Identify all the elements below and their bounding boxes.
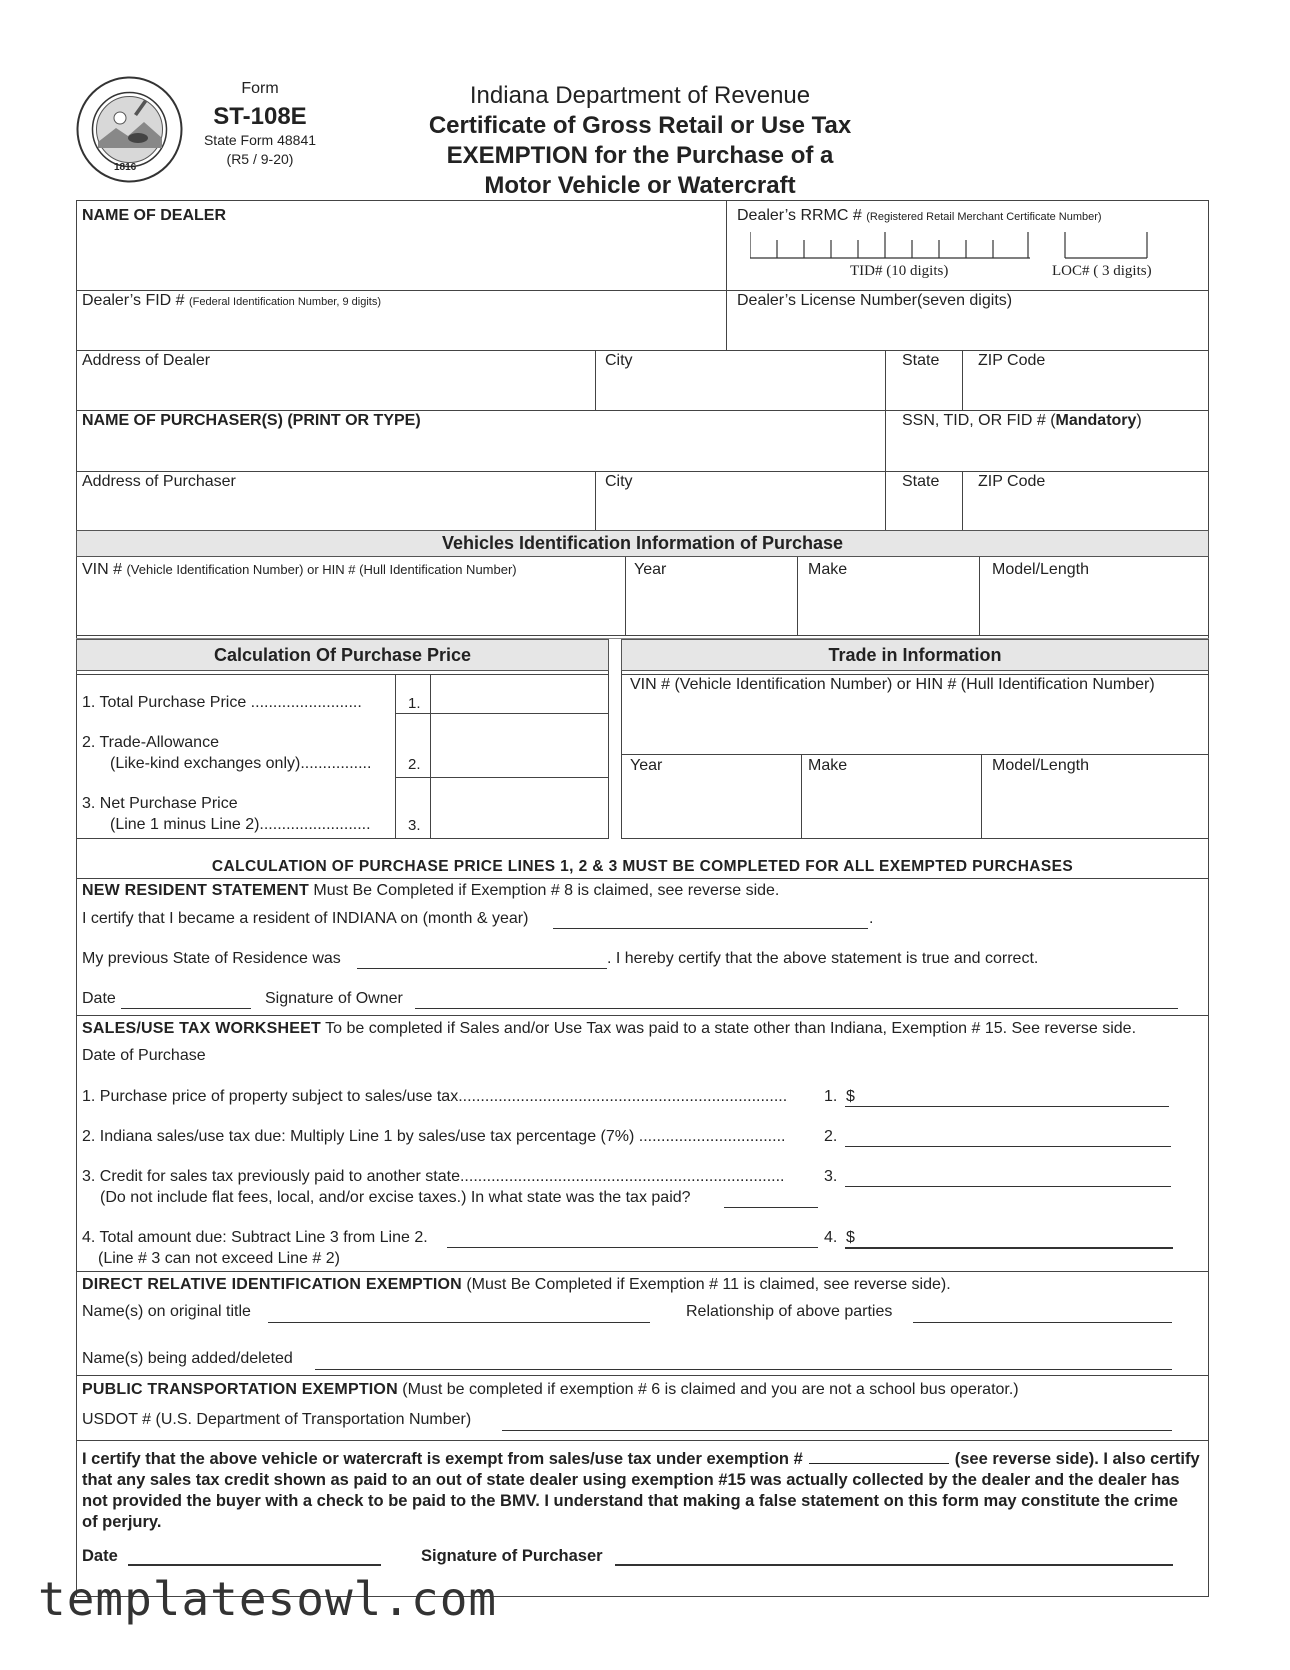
form-number: ST-108E — [213, 103, 307, 130]
worksheet-line1: 1. Purchase price of property subject to sales/use tax.......................................................................... — [82, 1088, 788, 1105]
dealer-address-field[interactable] — [78, 372, 593, 408]
worksheet-line4-field[interactable] — [845, 1247, 1173, 1249]
watermark: templatesowl.com — [38, 1572, 498, 1626]
worksheet-title: SALES/USE TAX WORKSHEET To be completed if Sales and/or Use Tax was paid to a state other than Indiana, Exemption # 15. See reverse side. — [82, 1020, 1137, 1037]
trade-year-label: Year — [630, 757, 663, 774]
worksheet-line4-leader — [447, 1247, 818, 1248]
seal-year: 1816 — [114, 162, 137, 173]
vehicle-model-label: Model/Length — [992, 561, 1089, 578]
dealer-license-field[interactable] — [730, 312, 1205, 348]
state-seal — [76, 76, 183, 183]
owner-signature-line[interactable] — [415, 1008, 1178, 1009]
certification-date-line[interactable] — [128, 1564, 381, 1566]
calc-line3a-label: 3. Net Purchase Price — [82, 795, 238, 812]
vehicle-make-field[interactable] — [800, 582, 977, 634]
trade-vin-label: VIN # (Vehicle Identification Number) or HIN # (Hull Identification Number) — [630, 676, 1155, 693]
worksheet-line3b: (Do not include flat fees, local, and/or excise taxes.) In what state was the tax paid? — [100, 1189, 691, 1206]
purchaser-ssn-label: SSN, TID, OR FID # (Mandatory) — [902, 412, 1142, 429]
calc-line2-number: 2. — [408, 756, 421, 773]
tid-label: TID# (10 digits) — [850, 263, 949, 279]
public-usdot-line[interactable] — [502, 1430, 1172, 1431]
vehicle-year-label: Year — [634, 561, 667, 578]
worksheet-line2: 2. Indiana sales/use tax due: Multiply Line 1 by sales/use tax percentage (7%) ................................. — [82, 1128, 786, 1145]
certification-date-label: Date — [82, 1547, 118, 1565]
certification-line2: that any sales tax credit shown as paid to an out of state dealer using exemption #15 was actually collected by the dealer and the dealer has — [82, 1471, 1180, 1489]
new-resident-signature-label: Signature of Owner — [265, 990, 403, 1007]
form-title-line1: Certificate of Gross Retail or Use Tax — [428, 112, 852, 139]
worksheet-line3-field[interactable] — [845, 1186, 1171, 1187]
vehicle-year-field[interactable] — [628, 582, 795, 634]
loc-digit-boxes — [1064, 232, 1149, 260]
purchaser-name-label: NAME OF PURCHASER(S) (PRINT OR TYPE) — [82, 412, 421, 429]
dealer-name-label: NAME OF DEALER — [82, 207, 226, 224]
dealer-state-label: State — [902, 352, 940, 369]
calc-line1-number: 1. — [408, 695, 421, 712]
dealer-address-label: Address of Dealer — [82, 352, 211, 369]
vehicle-model-field[interactable] — [982, 582, 1205, 634]
calc-notice: CALCULATION OF PURCHASE PRICE LINES 1, 2 & 3 MUST BE COMPLETED FOR ALL EXEMPTED PURCHASES — [211, 858, 1074, 875]
purchaser-state-label: State — [902, 473, 940, 490]
vehicle-make-label: Make — [808, 561, 848, 578]
resident-date-line[interactable] — [553, 928, 868, 929]
trade-title: Trade in Information — [621, 639, 1209, 671]
relative-names-original-line[interactable] — [268, 1322, 650, 1323]
relative-title: DIRECT RELATIVE IDENTIFICATION EXEMPTION (Must Be Completed if Exemption # 11 is claimed, see reverse side). — [82, 1276, 951, 1293]
calc-line3-field[interactable] — [432, 779, 607, 837]
purchaser-city-field[interactable] — [598, 493, 883, 529]
calc-line2a-label: 2. Trade-Allowance — [82, 734, 219, 751]
trade-year-field[interactable] — [624, 778, 799, 836]
new-resident-date-label: Date — [82, 990, 116, 1007]
calc-line1-label: 1. Total Purchase Price ......................... — [82, 694, 362, 711]
purchaser-zip-field[interactable] — [965, 493, 1205, 529]
calc-line2-field[interactable] — [432, 715, 607, 776]
purchaser-signature-line[interactable] — [615, 1564, 1173, 1566]
resident-date-period: . — [869, 910, 874, 927]
dealer-zip-label: ZIP Code — [978, 352, 1046, 369]
purchaser-ssn-field[interactable] — [888, 433, 1205, 469]
trade-make-field[interactable] — [804, 778, 979, 836]
loc-label: LOC# ( 3 digits) — [1052, 263, 1152, 279]
dealer-fid-field[interactable] — [78, 312, 723, 348]
relative-names-added-line[interactable] — [315, 1369, 1172, 1370]
dealer-zip-field[interactable] — [965, 372, 1205, 408]
worksheet-date-of-purchase: Date of Purchase — [82, 1047, 206, 1064]
tid-digit-boxes — [750, 232, 1030, 260]
worksheet-line2-num: 2. — [824, 1128, 838, 1145]
trade-make-label: Make — [808, 757, 848, 774]
dealer-name-field[interactable] — [78, 228, 723, 288]
dealer-fid-label: Dealer’s FID # (Federal Identification Number, 9 digits) — [82, 292, 381, 309]
worksheet-line1-field[interactable] — [845, 1106, 1169, 1107]
dealer-city-field[interactable] — [598, 372, 883, 408]
public-title: PUBLIC TRANSPORTATION EXEMPTION (Must be completed if exemption # 6 is claimed and you are not a school bus operator.) — [82, 1381, 1019, 1398]
certification-line1: I certify that the above vehicle or watercraft is exempt from sales/use tax under exemption # (see reverse side). I also certify — [82, 1450, 1200, 1468]
state-form-number: State Form 48841 — [203, 132, 317, 148]
rrmc-loc-boxes[interactable] — [1064, 232, 1149, 260]
calc-line1-field[interactable] — [432, 676, 607, 712]
calc-title: Calculation Of Purchase Price — [76, 639, 609, 671]
vehicle-section-title: Vehicles Identification Information of Purchase — [76, 530, 1209, 557]
worksheet-tax-state-line[interactable] — [724, 1207, 818, 1208]
worksheet-line3: 3. Credit for sales tax previously paid to another state......................................................................... — [82, 1168, 785, 1185]
form-title-line2: EXEMPTION for the Purchase of a — [446, 142, 834, 169]
purchaser-state-field[interactable] — [888, 493, 960, 529]
vehicle-vin-label: VIN # (Vehicle Identification Number) or HIN # (Hull Identification Number) — [82, 561, 517, 578]
form-title-line3: Motor Vehicle or Watercraft — [484, 172, 796, 199]
certification-signature-label: Signature of Purchaser — [421, 1547, 603, 1565]
certification-line3: not provided the buyer with a check to be paid to the BMV. I understand that making a false statement on this form may constitute the crime — [82, 1492, 1178, 1510]
relative-names-added-label: Name(s) being added/deleted — [82, 1350, 293, 1367]
previous-state-line[interactable] — [357, 968, 607, 969]
worksheet-line3-num: 3. — [824, 1168, 838, 1185]
new-resident-certify: I certify that I became a resident of INDIANA on (month & year) — [82, 910, 529, 927]
worksheet-line2-field[interactable] — [845, 1146, 1171, 1147]
certification-line4: of perjury. — [82, 1513, 162, 1531]
dealer-rrmc-label: Dealer’s RRMC # (Registered Retail Merchant Certificate Number) — [737, 207, 1102, 224]
trade-vin-field[interactable] — [624, 697, 1206, 752]
worksheet-line4-num: 4. — [824, 1229, 838, 1246]
trade-model-label: Model/Length — [992, 757, 1089, 774]
relative-names-original-label: Name(s) on original title — [82, 1303, 251, 1320]
purchaser-address-field[interactable] — [78, 493, 593, 529]
purchaser-name-field[interactable] — [78, 433, 883, 469]
relative-relationship-label: Relationship of above parties — [686, 1303, 893, 1320]
calc-line3-number: 3. — [408, 817, 421, 834]
worksheet-line1-num: 1. — [824, 1088, 838, 1105]
new-resident-title: NEW RESIDENT STATEMENT Must Be Completed if Exemption # 8 is claimed, see reverse side. — [82, 882, 780, 899]
dealer-state-field[interactable] — [888, 372, 960, 408]
form-revision: (R5 / 9-20) — [226, 151, 294, 167]
new-resident-hereby: . I hereby certify that the above statement is true and correct. — [607, 950, 1039, 967]
purchaser-city-label: City — [605, 473, 633, 490]
worksheet-line4: 4. Total amount due: Subtract Line 3 from Line 2. — [82, 1229, 428, 1246]
vehicle-vin-field[interactable] — [78, 582, 623, 634]
form-word: Form — [241, 80, 279, 97]
worksheet-line4b: (Line # 3 can not exceed Line # 2) — [98, 1250, 340, 1267]
calc-line2b-label: (Like-kind exchanges only)................ — [110, 755, 372, 772]
worksheet-line4-dollar: $ — [846, 1229, 855, 1246]
exemption-number-line[interactable] — [809, 1450, 949, 1464]
public-usdot-label: USDOT # (U.S. Department of Transportation Number) — [82, 1411, 472, 1428]
purchaser-zip-label: ZIP Code — [978, 473, 1046, 490]
rrmc-tid-boxes[interactable] — [750, 232, 1030, 260]
agency-name: Indiana Department of Revenue — [469, 82, 811, 109]
new-resident-previous: My previous State of Residence was — [82, 950, 341, 967]
purchaser-address-label: Address of Purchaser — [82, 473, 236, 490]
resident-sign-date-line[interactable] — [121, 1008, 251, 1009]
dealer-city-label: City — [605, 352, 633, 369]
trade-model-field[interactable] — [984, 778, 1206, 836]
relative-relationship-line[interactable] — [913, 1322, 1172, 1323]
calc-line3b-label: (Line 1 minus Line 2)......................... — [110, 816, 371, 833]
worksheet-line1-dollar: $ — [846, 1088, 855, 1105]
dealer-license-label: Dealer’s License Number(seven digits) — [737, 292, 1013, 309]
